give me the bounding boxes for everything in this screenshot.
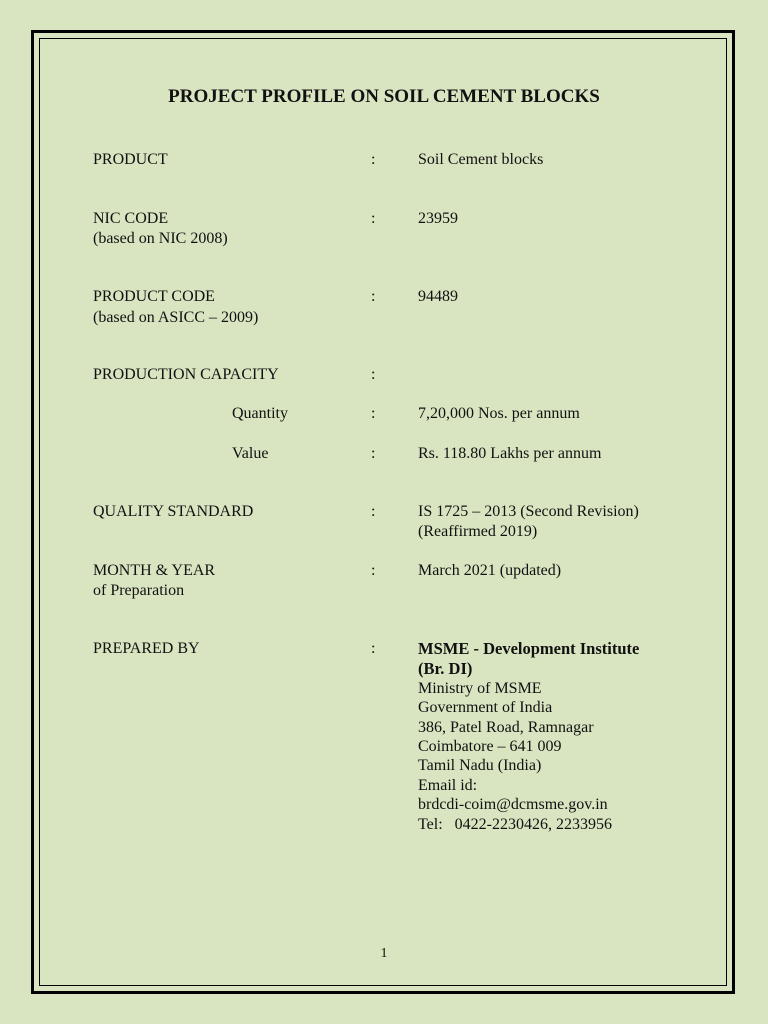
colon: : bbox=[371, 288, 376, 305]
nic-code-value: 23959 bbox=[418, 210, 458, 227]
colon: : bbox=[371, 151, 376, 168]
prepared-by-org-2: (Br. DI) bbox=[418, 659, 473, 678]
nic-code-label: NIC CODE bbox=[93, 210, 169, 227]
value-value: Rs. 118.80 Lakhs per annum bbox=[418, 445, 602, 462]
address-line: 386, Patel Road, Ramnagar bbox=[418, 719, 594, 736]
colon: : bbox=[371, 405, 376, 422]
page-number: 1 bbox=[380, 946, 388, 961]
month-year-sublabel: of Preparation bbox=[93, 582, 185, 599]
address-line: Tamil Nadu (India) bbox=[418, 757, 542, 774]
product-code-sublabel: (based on ASICC – 2009) bbox=[93, 309, 259, 326]
month-year-value: March 2021 (updated) bbox=[418, 562, 562, 579]
colon: : bbox=[371, 562, 376, 579]
quantity-label: Quantity bbox=[232, 405, 288, 422]
product-value: Soil Cement blocks bbox=[418, 151, 544, 168]
prepared-by-label: PREPARED BY bbox=[93, 640, 200, 657]
document-title: PROJECT PROFILE ON SOIL CEMENT BLOCKS bbox=[168, 86, 600, 107]
address-line: Coimbatore – 641 009 bbox=[418, 738, 562, 755]
colon: : bbox=[371, 640, 376, 657]
quantity-value: 7,20,000 Nos. per annum bbox=[418, 405, 580, 422]
product-code-label: PRODUCT CODE bbox=[93, 288, 215, 305]
address-line: Government of India bbox=[418, 699, 553, 716]
colon: : bbox=[371, 503, 376, 520]
address-line: Ministry of MSME bbox=[418, 680, 542, 697]
telephone: Tel: 0422-2230426, 2233956 bbox=[418, 816, 612, 833]
colon: : bbox=[371, 366, 376, 383]
month-year-label: MONTH & YEAR bbox=[93, 562, 216, 579]
email-value: brdcdi-coim@dcmsme.gov.in bbox=[418, 796, 608, 813]
email-label: Email id: bbox=[418, 777, 478, 794]
colon: : bbox=[371, 210, 376, 227]
quality-standard-value-2: (Reaffirmed 2019) bbox=[418, 523, 538, 540]
nic-code-sublabel: (based on NIC 2008) bbox=[93, 230, 228, 247]
quality-standard-value-1: IS 1725 – 2013 (Second Revision) bbox=[418, 503, 639, 520]
quality-standard-label: QUALITY STANDARD bbox=[93, 503, 254, 520]
colon: : bbox=[371, 445, 376, 462]
production-capacity-label: PRODUCTION CAPACITY bbox=[93, 366, 279, 383]
value-label: Value bbox=[232, 445, 269, 462]
product-code-value: 94489 bbox=[418, 288, 458, 305]
product-label: PRODUCT bbox=[93, 151, 168, 168]
prepared-by-org-1: MSME - Development Institute bbox=[418, 639, 640, 658]
